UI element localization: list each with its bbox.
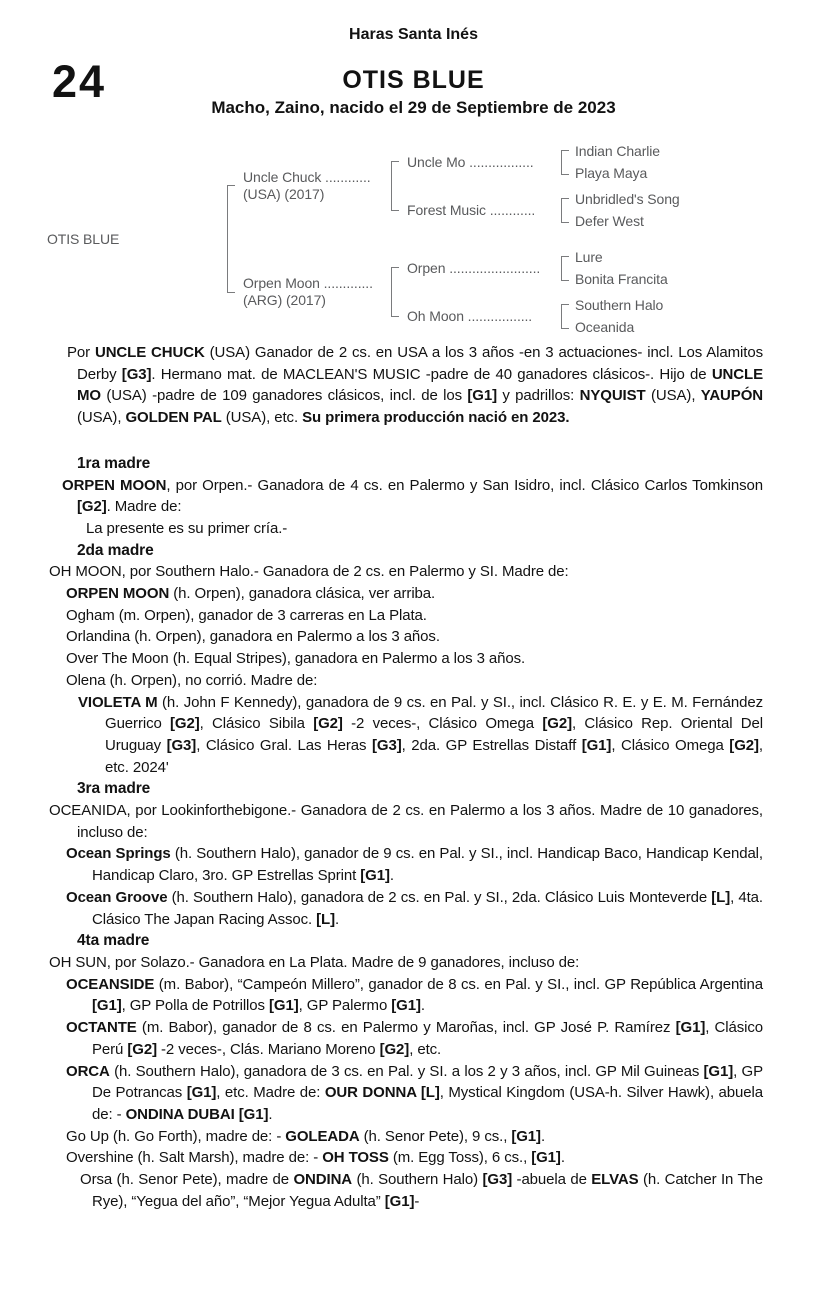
section-heading-2da-madre: 2da madre xyxy=(77,541,154,559)
grandparent-name: Forest Music ............ xyxy=(407,202,536,218)
lot-number: 24 xyxy=(52,56,107,107)
section-heading-1ra-madre: 1ra madre xyxy=(77,454,151,472)
great-grandparent-name: Playa Maya xyxy=(575,165,648,181)
offspring-entry: OCTANTE (m. Babor), ganador de 8 cs. en Palermo y Maroñas, incl. GP José P. Ramírez [G1], Clásico Perú [G2] -2 veces-, Clás. Mariano Moreno [G2], etc. xyxy=(66,1019,763,1058)
grandparent-name: Uncle Mo ................. xyxy=(407,154,534,170)
great-grandparent-name: Oceanida xyxy=(575,319,635,335)
offspring-entry: Ocean Groove (h. Southern Halo), ganadora de 2 cs. en Pal. y SI., 2da. Clásico Luis Monteverde [L], 4ta. Clásico The Japan Racing Assoc. [L]. xyxy=(66,888,763,928)
pedigree-bracket xyxy=(227,185,235,293)
offspring-entry: OCEANSIDE (m. Babor), “Campeón Millero”, ganador de 8 cs. en Pal. y SI., incl. GP República Argentina [G1], GP Polla de Potrillos [G1], GP Palermo [G1]. xyxy=(66,975,763,1015)
offspring-entry: Overshine (h. Salt Marsh), madre de: - OH TOSS (m. Egg Toss), 6 cs., [G1]. xyxy=(66,1149,565,1167)
dam-line: OH SUN, por Solazo.- Ganadora en La Plata. Madre de 9 ganadores, incluso de: xyxy=(49,953,580,971)
pedigree-bracket xyxy=(391,161,399,211)
sire-paragraph: Por UNCLE CHUCK (USA) Ganador de 2 cs. en USA a los 3 años -en 3 actuaciones- incl. Los Alamitos Derby [G3]. Hermano mat. de MACLEAN'S MUSIC -padre de 40 ganadores clásicos-. Hijo de UNCLE MO (USA) -padre de 109 ganadores clásicos, incl. de los [G1] y padrillos: NYQUIST (USA), YAUPÓN (USA), GOLDEN PAL (USA), etc. Su primera producción nació en 2023. xyxy=(67,344,763,427)
offspring-entry: Orsa (h. Senor Pete), madre de ONDINA (h. Southern Halo) [G3] -abuela de ELVAS (h. Catcher In The Rye), “Yegua del año”, “Mejor Yegua Adulta” [G1]- xyxy=(80,1171,763,1210)
dam-name: Orpen Moon ............. xyxy=(243,275,373,291)
offspring-entry: Orlandina (h. Orpen), ganadora en Palermo a los 3 años. xyxy=(66,628,440,646)
pedigree-tree xyxy=(47,140,763,338)
pedigree-bracket xyxy=(561,150,569,175)
pedigree-bracket xyxy=(561,256,569,281)
great-grandparent-name: Bonita Francita xyxy=(575,271,668,287)
grandparent-name: Oh Moon ................. xyxy=(407,308,533,324)
offspring-entry: Ogham (m. Orpen), ganador de 3 carreras en La Plata. xyxy=(66,606,427,624)
grandsire-group xyxy=(407,246,668,290)
pedigree-subject: OTIS BLUE xyxy=(47,231,120,247)
catalog-body xyxy=(49,342,763,1212)
dam-branch xyxy=(243,246,680,338)
offspring-entry: Olena (h. Orpen), no corrió. Madre de: xyxy=(66,671,318,689)
offspring-entry: ORCA (h. Southern Halo), ganadora de 3 cs. en Pal. y SI. a los 2 y 3 años, incl. GP Mil Guineas [G1], GP De Potrancas [G1], etc. Madre de: OUR DONNA [L], Mystical Kingdom (USA-h. Silver Hawk), abuela de: - ONDINA DUBAI [G1]. xyxy=(66,1062,763,1123)
offspring-entry: Go Up (h. Go Forth), madre de: - GOLEADA (h. Senor Pete), 9 cs., [G1]. xyxy=(66,1127,546,1145)
section-heading-4ta-madre: 4ta madre xyxy=(77,932,150,950)
dam-line: ORPEN MOON, por Orpen.- Ganadora de 4 cs. en Palermo y San Isidro, incl. Clásico Carlos Tomkinson [G2]. Madre de: xyxy=(62,476,763,516)
dam-line: OCEANIDA, por Lookinforthebigone.- Ganadora de 2 cs. en Palermo a los 3 años. Madre de 10 ganadores, incluso de: xyxy=(49,802,763,841)
section-heading-3ra-madre: 3ra madre xyxy=(77,780,151,798)
offspring-entry: ORPEN MOON (h. Orpen), ganadora clásica, ver arriba. xyxy=(66,585,436,603)
sire-branch xyxy=(243,140,680,232)
great-grandparent-name: Lure xyxy=(575,249,603,265)
great-grandparent-name: Southern Halo xyxy=(575,297,664,313)
pedigree-bracket xyxy=(391,267,399,317)
offspring-entry: Over The Moon (h. Equal Stripes), ganadora en Palermo a los 3 años. xyxy=(66,650,526,668)
farm-name: Haras Santa Inés xyxy=(349,26,478,43)
sire-origin: (USA) (2017) xyxy=(243,186,325,202)
great-grandparent-name: Unbridled's Song xyxy=(575,191,680,207)
pedigree-bracket xyxy=(561,198,569,223)
birth-info: Macho, Zaino, nacido el 29 de Septiembre de 2023 xyxy=(211,98,616,117)
dam-line: OH MOON, por Southern Halo.- Ganadora de 2 cs. en Palermo y SI. Madre de: xyxy=(49,563,569,581)
granddam-group xyxy=(407,188,680,232)
offspring-entry: Ocean Springs (h. Southern Halo), ganador de 9 cs. en Pal. y SI., incl. Handicap Baco, Handicap Kendal, Handicap Claro, 3ro. GP Estrellas Sprint [G1]. xyxy=(66,845,763,885)
offspring-sub-entry: VIOLETA M (h. John F Kennedy), ganadora de 9 cs. en Pal. y SI., incl. Clásico R. E. y E. M. Fernández Guerrico [G2], Clásico Sibila [G2] -2 veces-, Clásico Omega [G2], Clásico Rep. Oriental Del Uruguay [G3], Clásico Gral. Las Heras [G3], 2da. GP Estrellas Distaff [G1], Clásico Omega [G2], etc. 2024' xyxy=(78,693,763,776)
great-grandparent-name: Indian Charlie xyxy=(575,143,660,159)
horse-name-title: OTIS BLUE xyxy=(342,66,485,94)
grandsire-group xyxy=(407,140,680,184)
pedigree-bracket xyxy=(561,304,569,329)
great-grandparent-name: Defer West xyxy=(575,213,644,229)
granddam-group xyxy=(407,294,668,338)
note-line: La presente es su primer cría.- xyxy=(86,519,288,537)
dam-origin: (ARG) (2017) xyxy=(243,292,326,308)
grandparent-name: Orpen ........................ xyxy=(407,260,541,276)
sire-name: Uncle Chuck ............ xyxy=(243,169,371,185)
